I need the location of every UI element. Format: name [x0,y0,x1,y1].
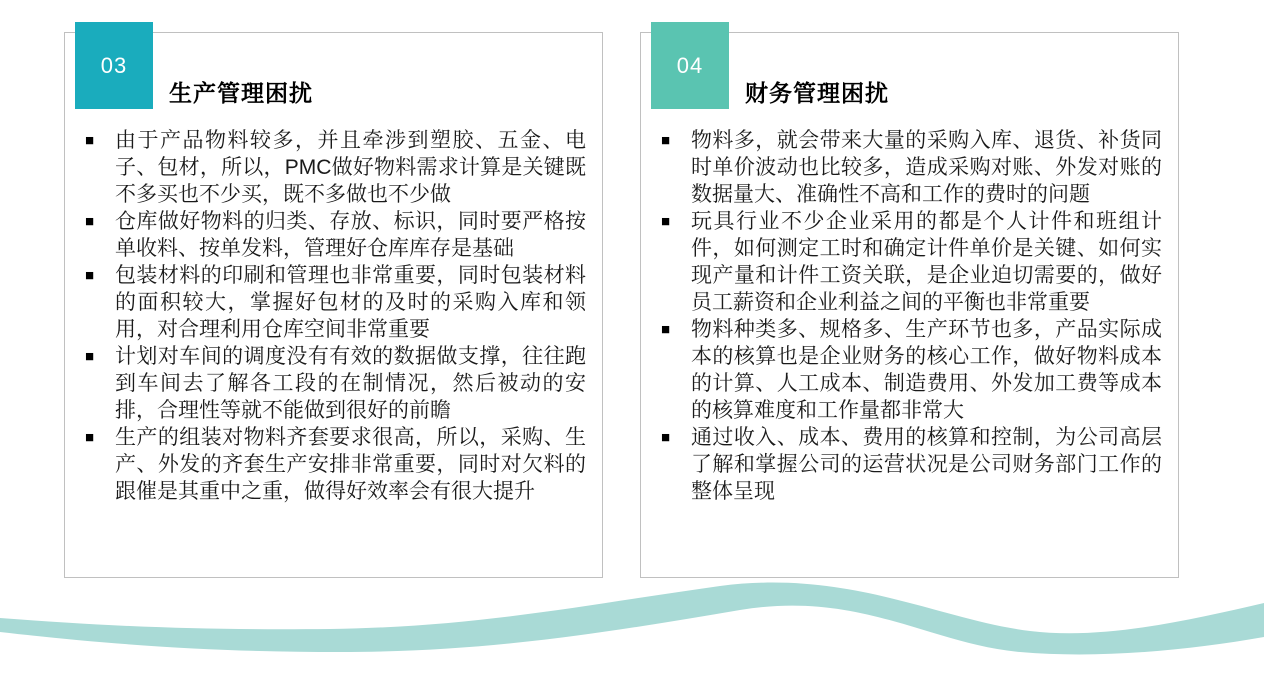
panel-number-badge-04 [651,22,729,109]
list-item [85,127,586,208]
list-item [85,208,586,262]
list-item [85,343,586,424]
list-item [661,127,1162,208]
bullet-list-production [85,127,586,505]
panel-finance-management [640,32,1179,578]
bullet-text: 由于产品物料较多，并且牵涉到塑胶、五金、电子、包材，所以，PMC做好物料需求计算是关键既不多买也不少买，既不多做也不少做 [115,129,586,206]
panel-production-management [64,32,603,578]
bullet-square-icon: ■ [661,429,671,446]
panel-title-production: 生产管理困扰 [169,80,313,106]
list-item [661,208,1162,316]
panel-number-text: 03 [100,52,128,78]
list-item [661,424,1162,505]
bullet-square-icon: ■ [85,213,95,230]
bullet-square-icon: ■ [85,429,95,446]
wave-ribbon-decoration [0,572,1264,682]
list-item [661,316,1162,424]
bullet-text: 物料种类多、规格多、生产环节也多，产品实际成本的核算也是企业财务的核心工作，做好物料成本的计算、人工成本、制造费用、外发加工费等成本的核算难度和工作量都非常大 [691,318,1162,422]
bullet-square-icon: ■ [85,267,95,284]
list-item [85,424,586,505]
bullet-text: 玩具行业不少企业采用的都是个人计件和班组计件，如何测定工时和确定计件单价是关键、如何实现产量和计件工资关联，是企业迫切需要的，做好员工薪资和企业利益之间的平衡也非常重要 [691,210,1162,314]
bullet-text: 仓库做好物料的归类、存放、标识，同时要严格按单收料、按单发料，管理好仓库库存是基础 [115,210,586,260]
bullet-list-finance [661,127,1162,505]
bullet-square-icon: ■ [661,132,671,149]
panel-number-text: 04 [676,52,704,78]
bullet-square-icon: ■ [85,132,95,149]
bullet-text: 物料多，就会带来大量的采购入库、退货、补货同时单价波动也比较多，造成采购对账、外发对账的数据量大、准确性不高和工作的费时的问题 [691,129,1162,206]
list-item [85,262,586,343]
bullet-text: 通过收入、成本、费用的核算和控制，为公司高层了解和掌握公司的运营状况是公司财务部门工作的整体呈现 [691,426,1162,503]
bullet-square-icon: ■ [661,321,671,338]
bullet-square-icon: ■ [85,348,95,365]
bullet-square-icon: ■ [661,213,671,230]
bullet-text: 计划对车间的调度没有有效的数据做支撑，往往跑到车间去了解各工段的在制情况，然后被动的安排，合理性等就不能做到很好的前瞻 [115,345,586,422]
bullet-text: 生产的组装对物料齐套要求很高，所以，采购、生产、外发的齐套生产安排非常重要，同时对欠料的跟催是其重中之重，做得好效率会有很大提升 [115,426,586,503]
bullet-text: 包装材料的印刷和管理也非常重要，同时包装材料的面积较大，掌握好包材的及时的采购入库和领用，对合理利用仓库空间非常重要 [115,264,586,341]
panel-title-finance: 财务管理困扰 [745,80,889,106]
panel-number-badge-03 [75,22,153,109]
